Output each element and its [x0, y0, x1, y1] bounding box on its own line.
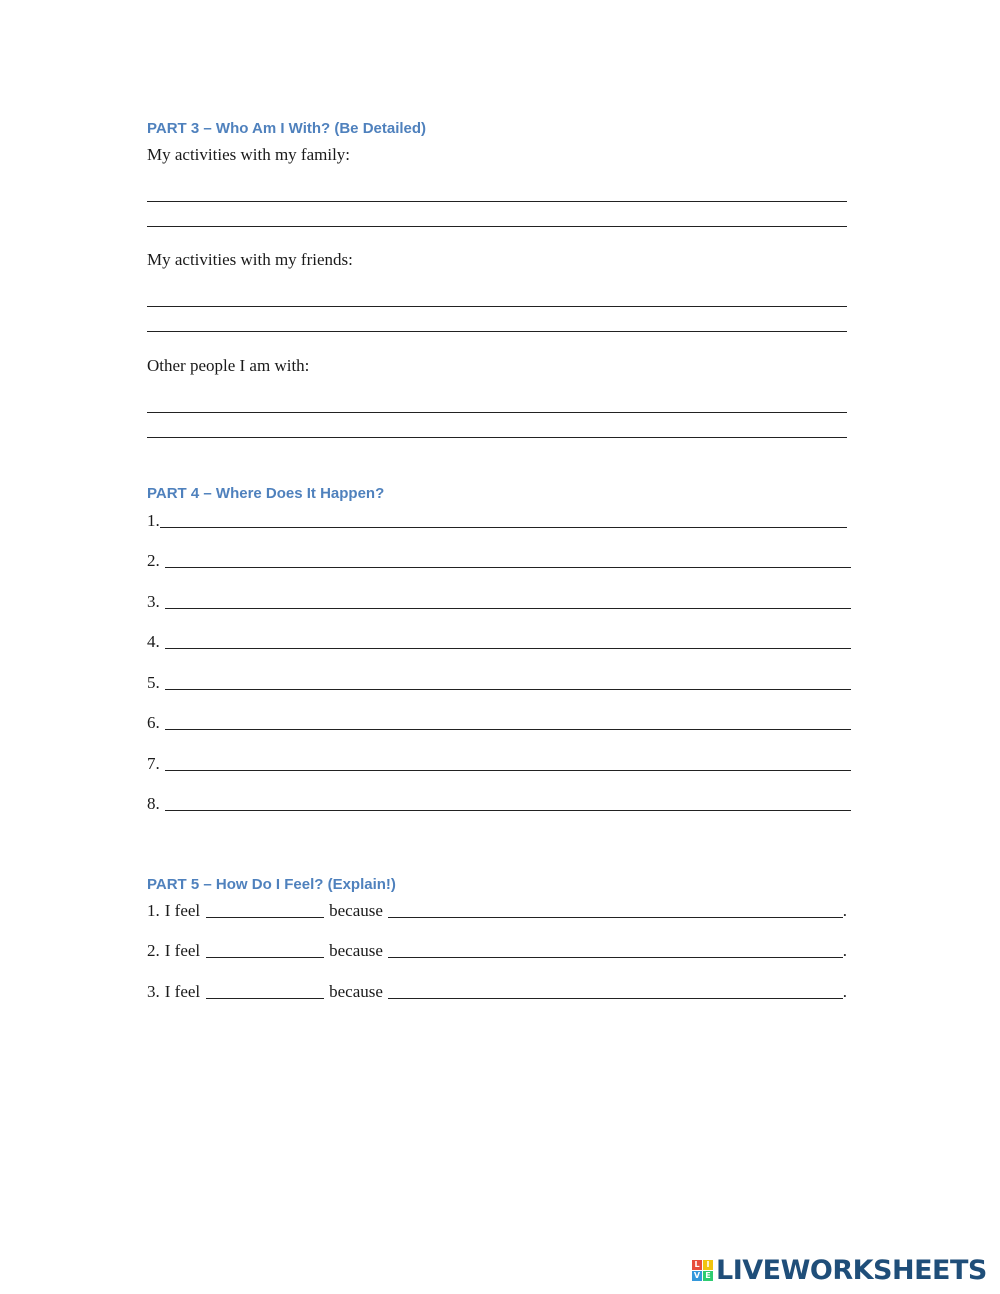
reason-answer-line[interactable] [388, 917, 843, 918]
logo-block: I [703, 1260, 713, 1270]
because-text: because [329, 901, 383, 920]
feeling-number: 3. [147, 982, 160, 1001]
period-text: . [842, 941, 847, 960]
feeling-row [147, 982, 847, 1002]
place-number: 8. [147, 794, 160, 813]
place-number: 2. [147, 551, 160, 570]
place-item [147, 713, 851, 733]
place-item [147, 794, 851, 814]
place-number: 5. [147, 673, 160, 692]
place-number: 7. [147, 754, 160, 773]
i-feel-text: I feel [164, 982, 201, 1001]
place-item [147, 632, 851, 652]
period-text: . [842, 982, 847, 1001]
period-text: . [842, 901, 847, 920]
place-number: 3. [147, 592, 160, 611]
place-answer-line[interactable] [160, 527, 847, 528]
logo-block: E [703, 1271, 713, 1281]
feeling-answer-line[interactable] [206, 917, 324, 918]
liveworksheets-logo [692, 1255, 987, 1285]
place-number: 4. [147, 632, 160, 651]
friends-answer-line-1[interactable] [147, 306, 847, 307]
family-answer-line-2[interactable] [147, 226, 847, 227]
place-answer-line[interactable] [165, 729, 851, 730]
friends-label: My activities with my friends: [147, 250, 353, 269]
feeling-row [147, 941, 847, 961]
place-item [147, 754, 851, 774]
friends-answer-line-2[interactable] [147, 331, 847, 332]
i-feel-text: I feel [164, 941, 201, 960]
reason-answer-line[interactable] [388, 998, 843, 999]
i-feel-text: I feel [164, 901, 201, 920]
place-item [147, 673, 851, 693]
because-text: because [329, 941, 383, 960]
place-answer-line[interactable] [165, 770, 851, 771]
family-label: My activities with my family: [147, 145, 351, 164]
place-answer-line[interactable] [165, 689, 851, 690]
feeling-number: 1. [147, 901, 160, 920]
place-item [147, 511, 847, 531]
place-answer-line[interactable] [165, 648, 851, 649]
place-number: 6. [147, 713, 160, 732]
place-answer-line[interactable] [165, 567, 851, 568]
feeling-answer-line[interactable] [206, 998, 324, 999]
feeling-answer-line[interactable] [206, 957, 324, 958]
family-answer-line-1[interactable] [147, 201, 847, 202]
place-answer-line[interactable] [165, 608, 851, 609]
logo-block: V [693, 1270, 701, 1280]
logo-blocks-icon [692, 1260, 713, 1281]
feeling-number: 2. [147, 941, 160, 960]
part4-heading: PART 4 – Where Does It Happen? [147, 485, 385, 502]
part5-heading: PART 5 – How Do I Feel? (Explain!) [147, 876, 396, 893]
reason-answer-line[interactable] [388, 957, 843, 958]
logo-text: LIVEWORKSHEETS [716, 1254, 987, 1286]
place-item [147, 592, 851, 612]
feeling-row [147, 901, 847, 921]
place-answer-line[interactable] [165, 810, 851, 811]
because-text: because [329, 982, 383, 1001]
part3-heading: PART 3 – Who Am I With? (Be Detailed) [147, 120, 427, 137]
logo-block: L [692, 1260, 702, 1270]
place-number: 1. [147, 511, 160, 530]
others-label: Other people I am with: [147, 356, 310, 375]
place-item [147, 551, 851, 571]
others-answer-line-2[interactable] [147, 437, 847, 438]
others-answer-line-1[interactable] [147, 412, 847, 413]
